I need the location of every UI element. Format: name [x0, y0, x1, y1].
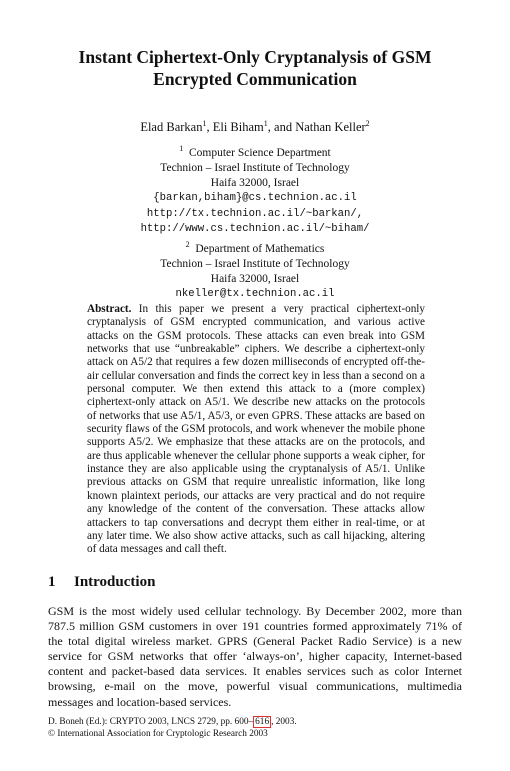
citation-prefix: D. Boneh (Ed.): CRYPTO 2003, LNCS 2729, pp. 600– — [48, 717, 254, 727]
copyright-line: © International Association for Cryptologic Research 2003 — [48, 728, 268, 739]
affiliation-1-city: Haifa 32000, Israel — [210, 177, 300, 190]
author-separator: , — [206, 120, 213, 135]
abstract-text: In this paper we present a very practical ciphertext-only cryptanalysis of GSM encrypted communication, and various active attacks on the GSM protocols. These attacks can even break into GSM networks that use “unbreakable” ciphers. We describe a ciphertext-only attack on A5/2 that requires a few dozen milliseconds of encrypted off-the-air cellular conversation and finds the correct key in less than a second on a personal computer. We then extend this attack to a (more complex) ciphertext-only attack on A5/1. We describe new attacks on the protocols of networks that use A5/1, A5/3, or even GPRS. These attacks are based on security flaws of the GSM protocols, and work whenever the mobile phone supports A5/2. We emphasize that these attacks are on the protocols, and are thus applicable whenever the cellular phone supports a weak cipher, for instance they are also applicable using the cryptanalysis of A5/1. Unlike previous attacks on GSM that require unrealistic information, like long known plaintext periods, our attacks are very practical and do not require any knowledge of the content of the conversation. These attacks allow attackers to tap conversations and decrypt them either in real-time, or at any later time. We also show active attacks, such as call hijacking, altering of data messages and call theft. — [87, 303, 426, 556]
affiliation-2-email[interactable]: nkeller@tx.technion.ac.il — [175, 288, 335, 301]
abstract-label: Abstract. — [87, 303, 132, 315]
citation-line — [48, 717, 468, 729]
introduction-paragraph: GSM is the most widely used cellular technology. By December 2002, more than 787.5 million GSM customers in over 191 countries formed approximately 71% of the total digital wireless market. GPRS (General Packet Radio Service) is a new service for GSM networks that offer ‘always-on’, higher capacity, Internet-based content and packet-based data services. It enables services such as color Internet browsing, e-mail on the move, powerful visual communications, multimedia messages and location-based services. — [48, 604, 462, 709]
affiliation-2-city: Haifa 32000, Israel — [210, 273, 300, 286]
affiliation-mark: 1 — [179, 144, 184, 153]
affiliation-1-email[interactable]: {barkan,biham}@cs.technion.ac.il — [153, 192, 357, 205]
affiliation-2-institution: Technion – Israel Institute of Technology — [160, 258, 350, 271]
affiliation-1-url-biham[interactable]: http://www.cs.technion.ac.il/~biham/ — [140, 222, 370, 235]
affiliation-1-url-barkan[interactable]: http://tx.technion.ac.il/~barkan/, — [146, 207, 364, 220]
author-affiliation-mark: 2 — [365, 119, 370, 128]
affiliation-1-institution: Technion – Israel Institute of Technology — [160, 162, 350, 175]
end-page-link[interactable]: 616 — [255, 717, 270, 727]
author-name: Nathan Keller — [295, 120, 366, 135]
author-separator: , and — [267, 120, 296, 135]
abstract — [87, 303, 425, 557]
title-line-2: Encrypted Communication — [153, 69, 357, 89]
citation-suffix: , 2003. — [271, 717, 297, 727]
affiliation-1-dept — [80, 141, 430, 161]
section-title: Introduction — [74, 574, 156, 590]
paper-title — [40, 46, 470, 90]
affiliation-2-dept — [80, 237, 430, 257]
affiliation-dept-text: Computer Science Department — [188, 146, 331, 159]
page-footer — [48, 717, 468, 740]
affiliation-mark: 2 — [185, 240, 190, 250]
author-name: Elad Barkan — [140, 120, 203, 135]
affiliation-dept-text: Department of Mathematics — [195, 242, 325, 255]
author-list — [40, 116, 470, 135]
title-line-1: Instant Ciphertext-Only Cryptanalysis of GSM — [78, 47, 432, 67]
author-affiliation-mark: 1 — [202, 119, 207, 128]
affiliations — [80, 141, 430, 303]
author-name: Eli Biham — [212, 120, 264, 135]
section-heading-introduction — [48, 573, 155, 591]
section-number: 1 — [48, 574, 56, 590]
author-affiliation-mark: 1 — [263, 119, 268, 128]
